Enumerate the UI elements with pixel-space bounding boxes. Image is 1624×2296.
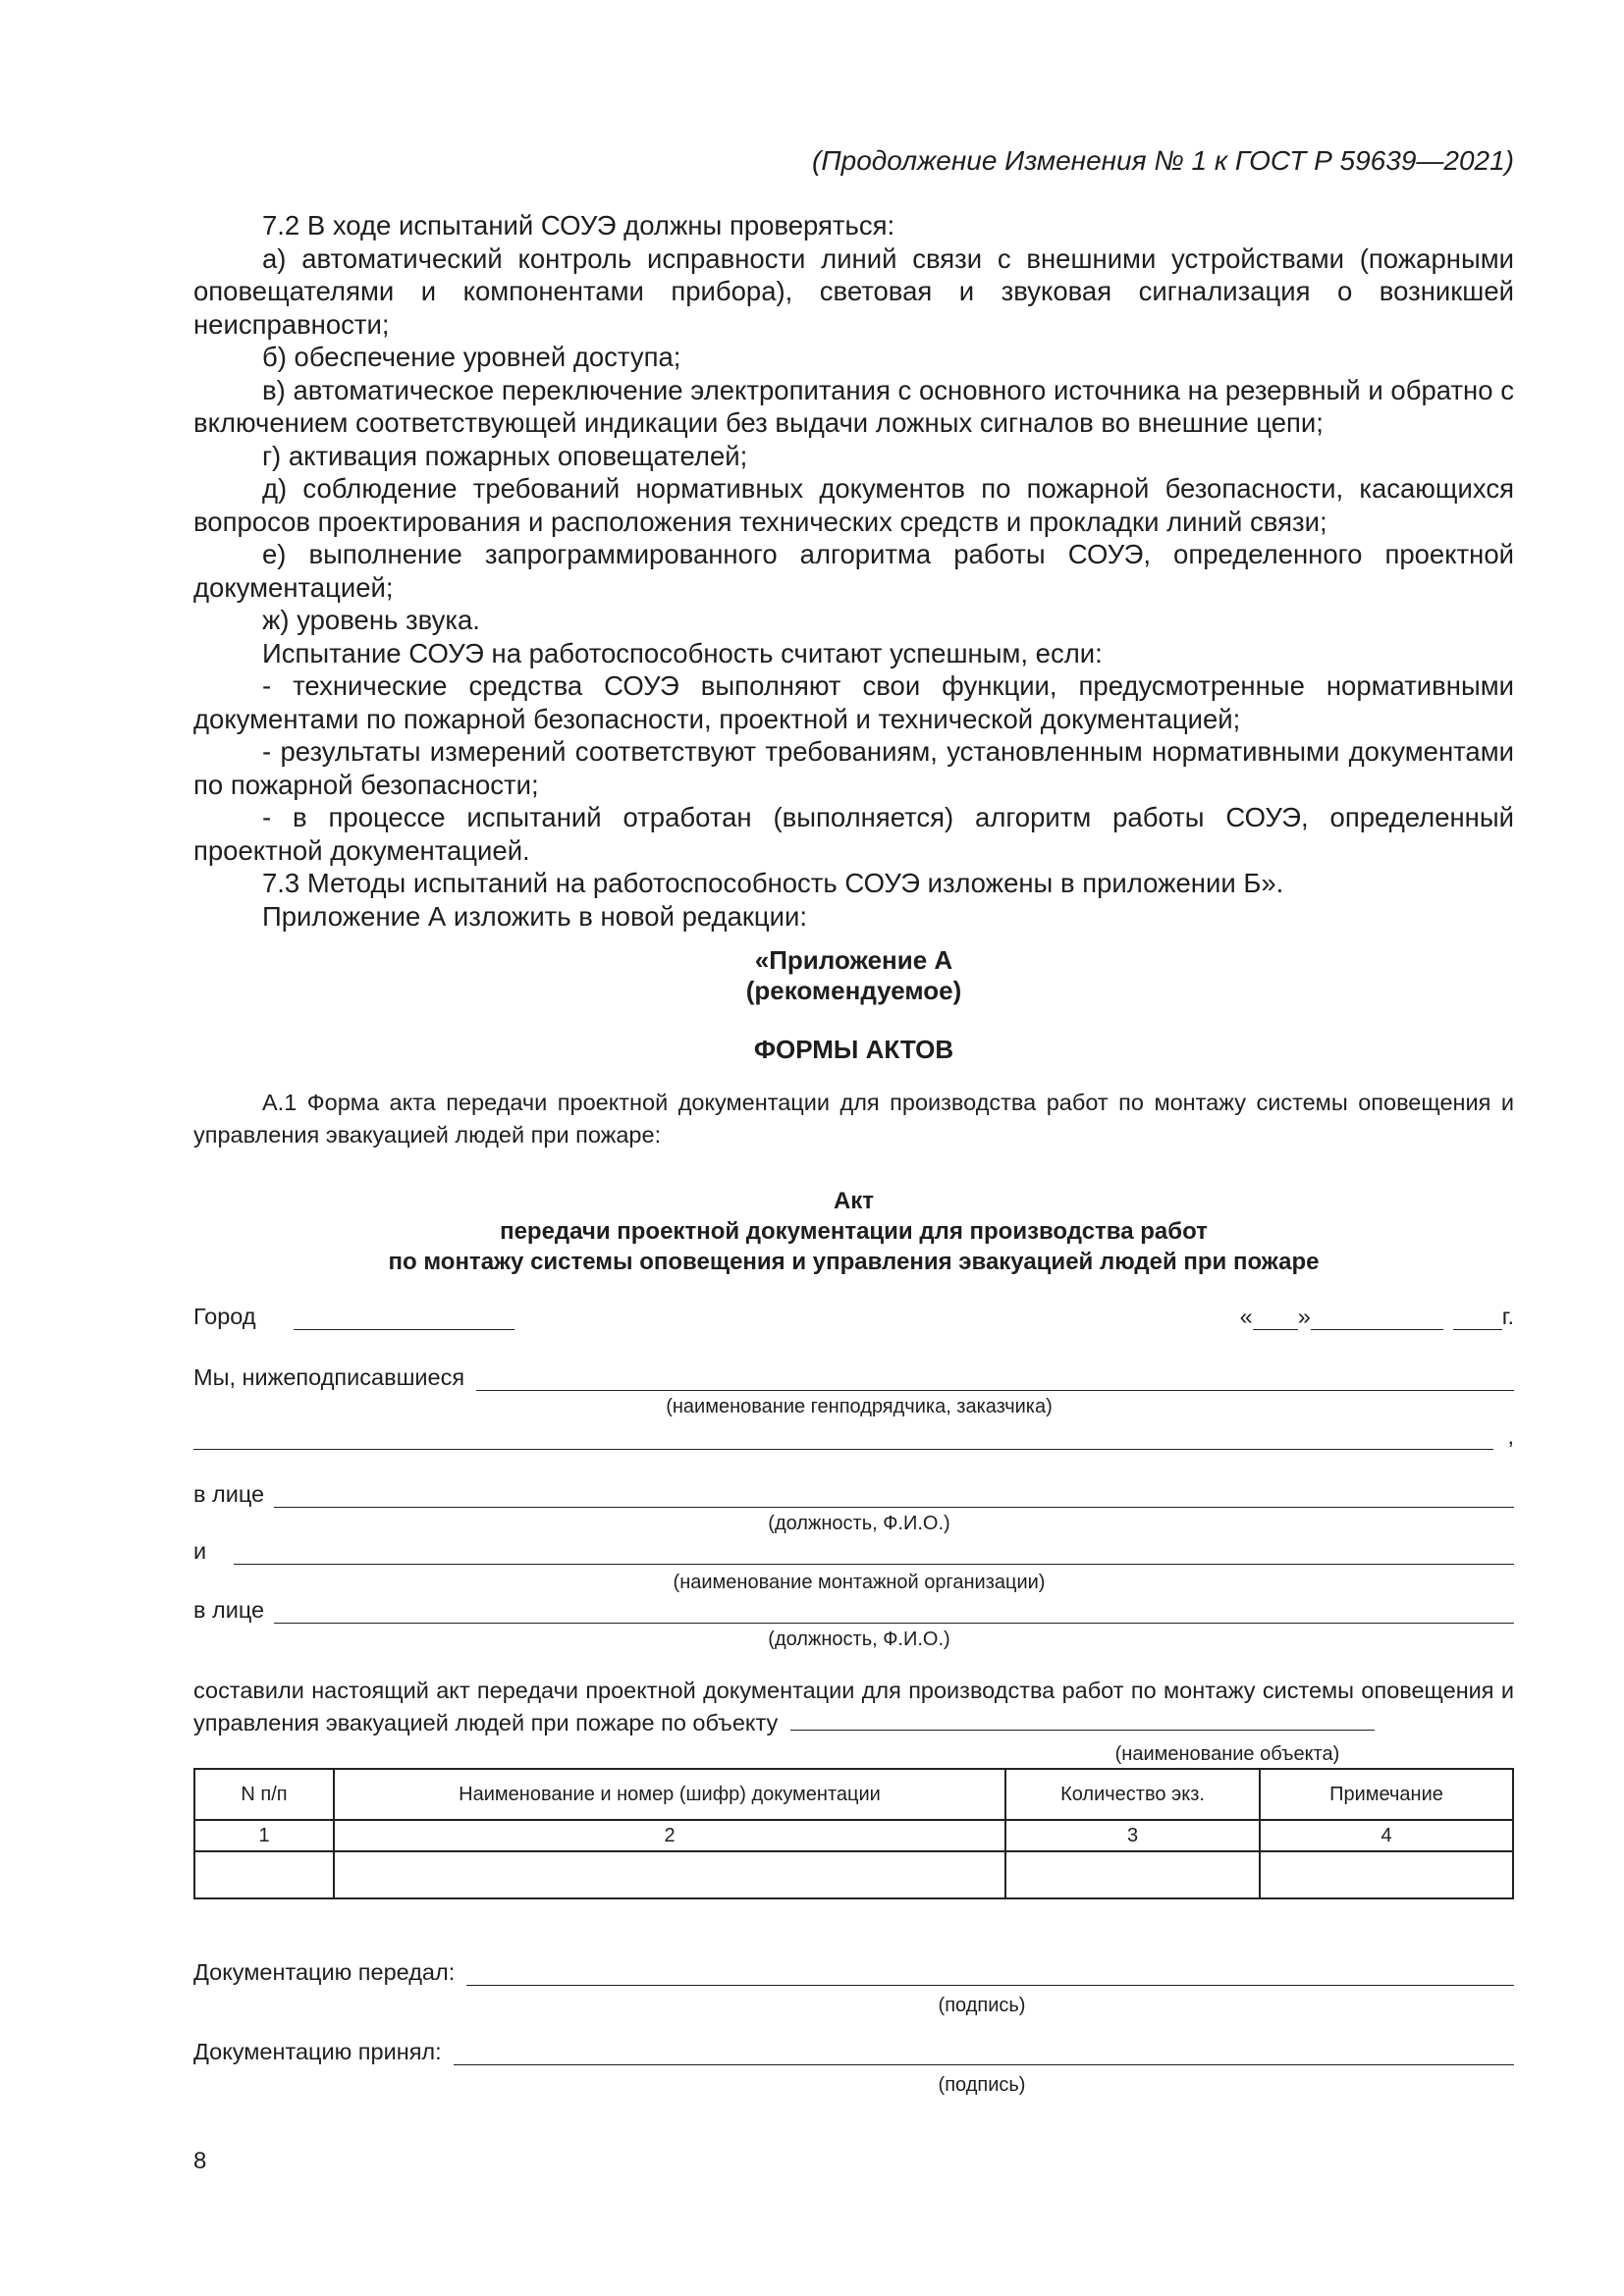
a1-paragraph: А.1 Форма акта передачи проектной документации для производства работ по монтажу системы оповещения и управления эвакуацией людей при пожаре: xyxy=(193,1090,1514,1148)
date-year-field[interactable] xyxy=(1453,1308,1502,1330)
handed-signature-field[interactable] xyxy=(466,1963,1514,1986)
paragraph: 7.2 В ходе испытаний СОУЭ должны проверяться: xyxy=(262,210,895,240)
contractor-caption: (наименование генподрядчика, заказчика) xyxy=(666,1396,1053,1417)
and-row xyxy=(193,1538,1514,1565)
object-caption: (наименование объекта) xyxy=(1114,1743,1340,1765)
paragraph: ж) уровень звука. xyxy=(262,605,480,635)
paragraph: а) автоматический контроль исправности линий связи с внешними устройствами (пожарными оповещателями и компонентами прибора), световая и звуковая сигнализация о возникшей неисправности; xyxy=(193,242,1514,340)
in-person-row-1 xyxy=(193,1481,1514,1508)
paragraph: - результаты измерений соответствуют требованиям, установленным нормативными документами по пожарной безопасности; xyxy=(193,736,1514,800)
composed-text: составили настоящий акт передачи проектной документации для производства работ по монтажу системы оповещения и управления эвакуацией людей при пожаре по объекту xyxy=(193,1678,1514,1735)
page-number: 8 xyxy=(193,2148,207,2174)
appendix-heading xyxy=(193,945,1514,1006)
body-text xyxy=(193,209,1514,933)
date-close-quote: » xyxy=(1297,1304,1311,1329)
header-cell: Примечание xyxy=(1260,1769,1513,1820)
table-cell[interactable] xyxy=(1260,1851,1513,1898)
table-cell[interactable] xyxy=(334,1851,1005,1898)
year-suffix: г. xyxy=(1501,1304,1514,1329)
table-header-row xyxy=(194,1769,1513,1820)
appendix-subtitle: (рекомендуемое) xyxy=(745,976,962,1005)
city-field[interactable] xyxy=(294,1308,514,1330)
handed-label: Документацию передал: xyxy=(193,1959,456,1985)
in-person-label: в лице xyxy=(193,1481,265,1507)
in-person-label: в лице xyxy=(193,1597,265,1623)
paragraph: е) выполнение запрограммированного алгоритма работы СОУЭ, определенного проектной документацией; xyxy=(193,539,1514,603)
table-cell[interactable] xyxy=(1005,1851,1260,1898)
contractor-field[interactable] xyxy=(476,1368,1514,1391)
table-cell[interactable] xyxy=(194,1851,334,1898)
org-field[interactable] xyxy=(234,1542,1514,1565)
act-title-line1: передачи проектной документации для производства работ xyxy=(500,1218,1208,1245)
act-title-line2: по монтажу системы оповещения и управления эвакуацией людей при пожаре xyxy=(388,1249,1320,1275)
paragraph: д) соблюдение требований нормативных документов по пожарной безопасности, касающихся вопросов проектирования и расположения технических средств и прокладки линий связи; xyxy=(193,473,1514,537)
signature-caption-2: (подпись) xyxy=(938,2074,1026,2096)
contractor-continuation-row xyxy=(193,1423,1514,1450)
in-person-row-2 xyxy=(193,1597,1514,1624)
and-label: и xyxy=(193,1538,207,1564)
received-label: Документацию принял: xyxy=(193,2039,442,2064)
number-cell: 2 xyxy=(334,1820,1005,1851)
appendix-title: «Приложение А xyxy=(754,945,953,975)
paragraph: б) обеспечение уровней доступа; xyxy=(262,342,681,372)
signatories-row xyxy=(193,1364,1514,1391)
city-label: Город xyxy=(193,1304,256,1329)
act-title: Акт xyxy=(833,1188,875,1214)
header-cell: Наименование и номер (шифр) документации xyxy=(334,1769,1005,1820)
position-caption-1: (должность, Ф.И.О.) xyxy=(768,1513,950,1534)
date-open-quote: « xyxy=(1239,1304,1253,1329)
comma: , xyxy=(1507,1423,1514,1449)
header-cell: Количество экз. xyxy=(1005,1769,1260,1820)
signature-caption-1: (подпись) xyxy=(938,1995,1026,2016)
org-caption: (наименование монтажной организации) xyxy=(673,1572,1046,1593)
date-day-field[interactable] xyxy=(1253,1308,1298,1330)
contractor-field-continuation[interactable] xyxy=(193,1427,1493,1450)
position-caption-2: (должность, Ф.И.О.) xyxy=(768,1629,950,1650)
paragraph: г) активация пожарных оповещателей; xyxy=(262,440,748,471)
header-cell: N п/п xyxy=(194,1769,334,1820)
forms-heading: ФОРМЫ АКТОВ xyxy=(753,1035,954,1064)
received-row xyxy=(193,2039,1514,2065)
paragraph: Испытание СОУЭ на работоспособность считают успешным, если: xyxy=(262,637,1103,668)
object-field[interactable] xyxy=(790,1710,1375,1731)
position-field-2[interactable] xyxy=(274,1601,1514,1624)
documents-table xyxy=(193,1768,1514,1899)
number-cell: 3 xyxy=(1005,1820,1260,1851)
date-month-field[interactable] xyxy=(1311,1308,1443,1330)
table-number-row xyxy=(194,1820,1513,1851)
number-cell: 4 xyxy=(1260,1820,1513,1851)
received-signature-field[interactable] xyxy=(454,2043,1514,2065)
city-date-row xyxy=(193,1304,1514,1330)
paragraph: 7.3 Методы испытаний на работоспособность СОУЭ изложены в приложении Б». xyxy=(262,868,1284,898)
act-title-block xyxy=(193,1186,1514,1277)
paragraph: Приложение А изложить в новой редакции: xyxy=(262,900,808,932)
table-row xyxy=(194,1851,1513,1898)
position-field-1[interactable] xyxy=(274,1485,1514,1508)
signatories-label: Мы, нижеподписавшиеся xyxy=(193,1364,465,1390)
handed-row xyxy=(193,1959,1514,1986)
page-header: (Продолжение Изменения № 1 к ГОСТ Р 59639—2021) xyxy=(812,145,1514,176)
paragraph: в) автоматическое переключение электропитания с основного источника на резервный и обратно с включением соответствующей индикации без выдачи ложных сигналов во внешние цепи; xyxy=(193,374,1514,438)
paragraph: - в процессе испытаний отработан (выполняется) алгоритм работы СОУЭ, определенный проектной документацией. xyxy=(193,802,1514,866)
composed-paragraph xyxy=(193,1675,1514,1739)
paragraph: - технические средства СОУЭ выполняют свои функции, предусмотренные нормативными документами по пожарной безопасности, проектной и технической документацией; xyxy=(193,670,1514,734)
number-cell: 1 xyxy=(194,1820,334,1851)
